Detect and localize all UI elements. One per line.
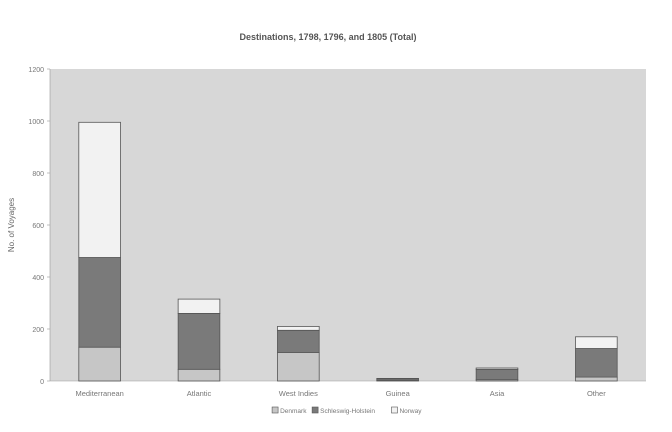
legend-swatch [312, 407, 318, 413]
legend-label: Schleswig-Holstein [320, 408, 376, 415]
bar-segment-3-1 [79, 122, 121, 257]
y-tick-label: 400 [32, 275, 44, 282]
bar-segment-3-6 [575, 337, 617, 349]
y-axis-label: No. of Voyages [7, 197, 16, 253]
bar-segment-2-5 [476, 369, 518, 379]
x-tick-label: Asia [489, 389, 505, 398]
chart-title: Destinations, 1798, 1796, and 1805 (Total) [239, 32, 417, 42]
y-tick-label: 1200 [28, 67, 44, 74]
y-tick-label: 600 [32, 223, 44, 230]
bar-segment-1-3 [277, 352, 319, 381]
x-tick-label: West Indies [278, 389, 318, 398]
bar-segment-2-6 [575, 349, 617, 378]
bar-segment-3-3 [277, 326, 319, 330]
x-tick-label: Guinea [385, 389, 410, 398]
legend-swatch [391, 407, 397, 413]
bar-segment-3-2 [178, 299, 220, 313]
bar-segment-3-5 [476, 368, 518, 369]
x-tick-label: Atlantic [186, 389, 212, 398]
x-tick-label: Other [586, 389, 606, 398]
bar-segment-2-1 [79, 258, 121, 348]
legend [272, 407, 422, 415]
bar-segment-2-2 [178, 313, 220, 369]
bar-segment-1-2 [178, 369, 220, 381]
bar-segment-3-4 [377, 378, 419, 379]
legend-label: Denmark [280, 408, 307, 415]
bar-segment-2-3 [277, 330, 319, 352]
y-tick-label: 1000 [28, 119, 44, 126]
x-tick-label: Mediterranean [75, 389, 124, 398]
y-tick-label: 0 [40, 379, 44, 386]
y-tick-label: 200 [32, 327, 44, 334]
legend-label: Norway [399, 408, 422, 415]
plot-area [50, 69, 646, 381]
x-axis-ticks [75, 389, 606, 398]
legend-swatch [272, 407, 278, 413]
y-axis-ticks [28, 67, 50, 386]
bar-segment-1-1 [79, 347, 121, 381]
bar-segment-1-6 [575, 377, 617, 381]
y-tick-label: 800 [32, 171, 44, 178]
